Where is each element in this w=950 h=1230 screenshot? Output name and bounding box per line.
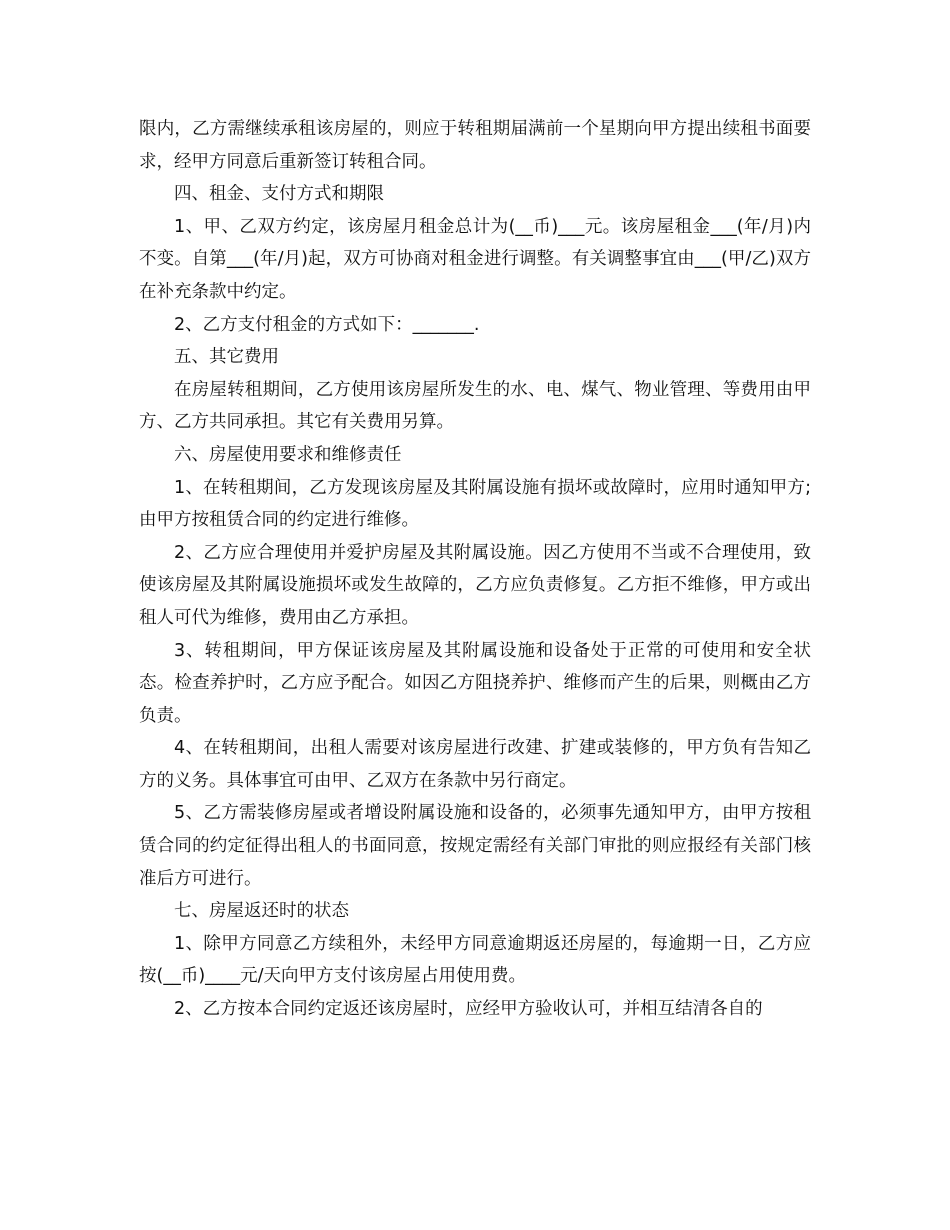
paragraph-return-1: 1、除甲方同意乙方续租外，未经甲方同意逾期返还房屋的，每逾期一日，乙方应按(__币)____元/天向甲方支付该房屋占用使用费。 bbox=[139, 933, 811, 987]
paragraph-maintenance-5: 5、乙方需装修房屋或者增设附属设施和设备的，必须事先通知甲方，由甲方按租赁合同的约定征得出租人的书面同意，按规定需经有关部门审批的则应报经有关部门核准后方可进行。 bbox=[139, 803, 811, 889]
paragraph-return-2: 2、乙方按本合同约定返还该房屋时，应经甲方验收认可，并相互结清各自的 bbox=[174, 999, 763, 1020]
section-heading-usage-maintenance: 六、房屋使用要求和维修责任 bbox=[174, 444, 402, 465]
paragraph-maintenance-4: 4、在转租期间，出租人需要对该房屋进行改建、扩建或装修的，甲方负有告知乙方的义务。具体事宜可由甲、乙双方在条款中另行商定。 bbox=[139, 738, 811, 791]
document-page bbox=[139, 113, 811, 1026]
section-heading-return-condition: 七、房屋返还时的状态 bbox=[174, 901, 349, 922]
section-heading-rent-payment: 四、租金、支付方式和期限 bbox=[174, 184, 384, 205]
section-heading-other-fees: 五、其它费用 bbox=[174, 347, 279, 368]
paragraph-maintenance-3: 3、转租期间，甲方保证该房屋及其附属设施和设备处于正常的可使用和安全状态。检查养护时，乙方应予配合。如因乙方阻挠养护、维修而产生的后果，则概由乙方负责。 bbox=[139, 640, 811, 726]
paragraph-utility-fees: 在房屋转租期间，乙方使用该房屋所发生的水、电、煤气、物业管理、等费用由甲方、乙方共同承担。其它有关费用另算。 bbox=[139, 379, 811, 433]
paragraph-lease-renewal-continued: 限内，乙方需继续承租该房屋的，则应于转租期届满前一个星期向甲方提出续租书面要求，经甲方同意后重新签订转租合同。 bbox=[139, 119, 811, 172]
paragraph-maintenance-1: 1、在转租期间，乙方发现该房屋及其附属设施有损坏或故障时，应用时通知甲方;由甲方按租赁合同的约定进行维修。 bbox=[139, 477, 811, 531]
paragraph-rent-amount: 1、甲、乙双方约定，该房屋月租金总计为(__币)___元。该房屋租金___(年/月)内不变。自第___(年/月)起，双方可协商对租金进行调整。有关调整事宜由___(甲/乙)双方在补充条款中约定。 bbox=[139, 216, 811, 302]
paragraph-payment-method: 2、乙方支付租金的方式如下：_______. bbox=[174, 314, 480, 335]
paragraph-maintenance-2: 2、乙方应合理使用并爱护房屋及其附属设施。因乙方使用不当或不合理使用，致使该房屋及其附属设施损坏或发生故障的，乙方应负责修复。乙方拒不维修，甲方或出租人可代为维修，费用由乙方承担。 bbox=[139, 542, 811, 628]
